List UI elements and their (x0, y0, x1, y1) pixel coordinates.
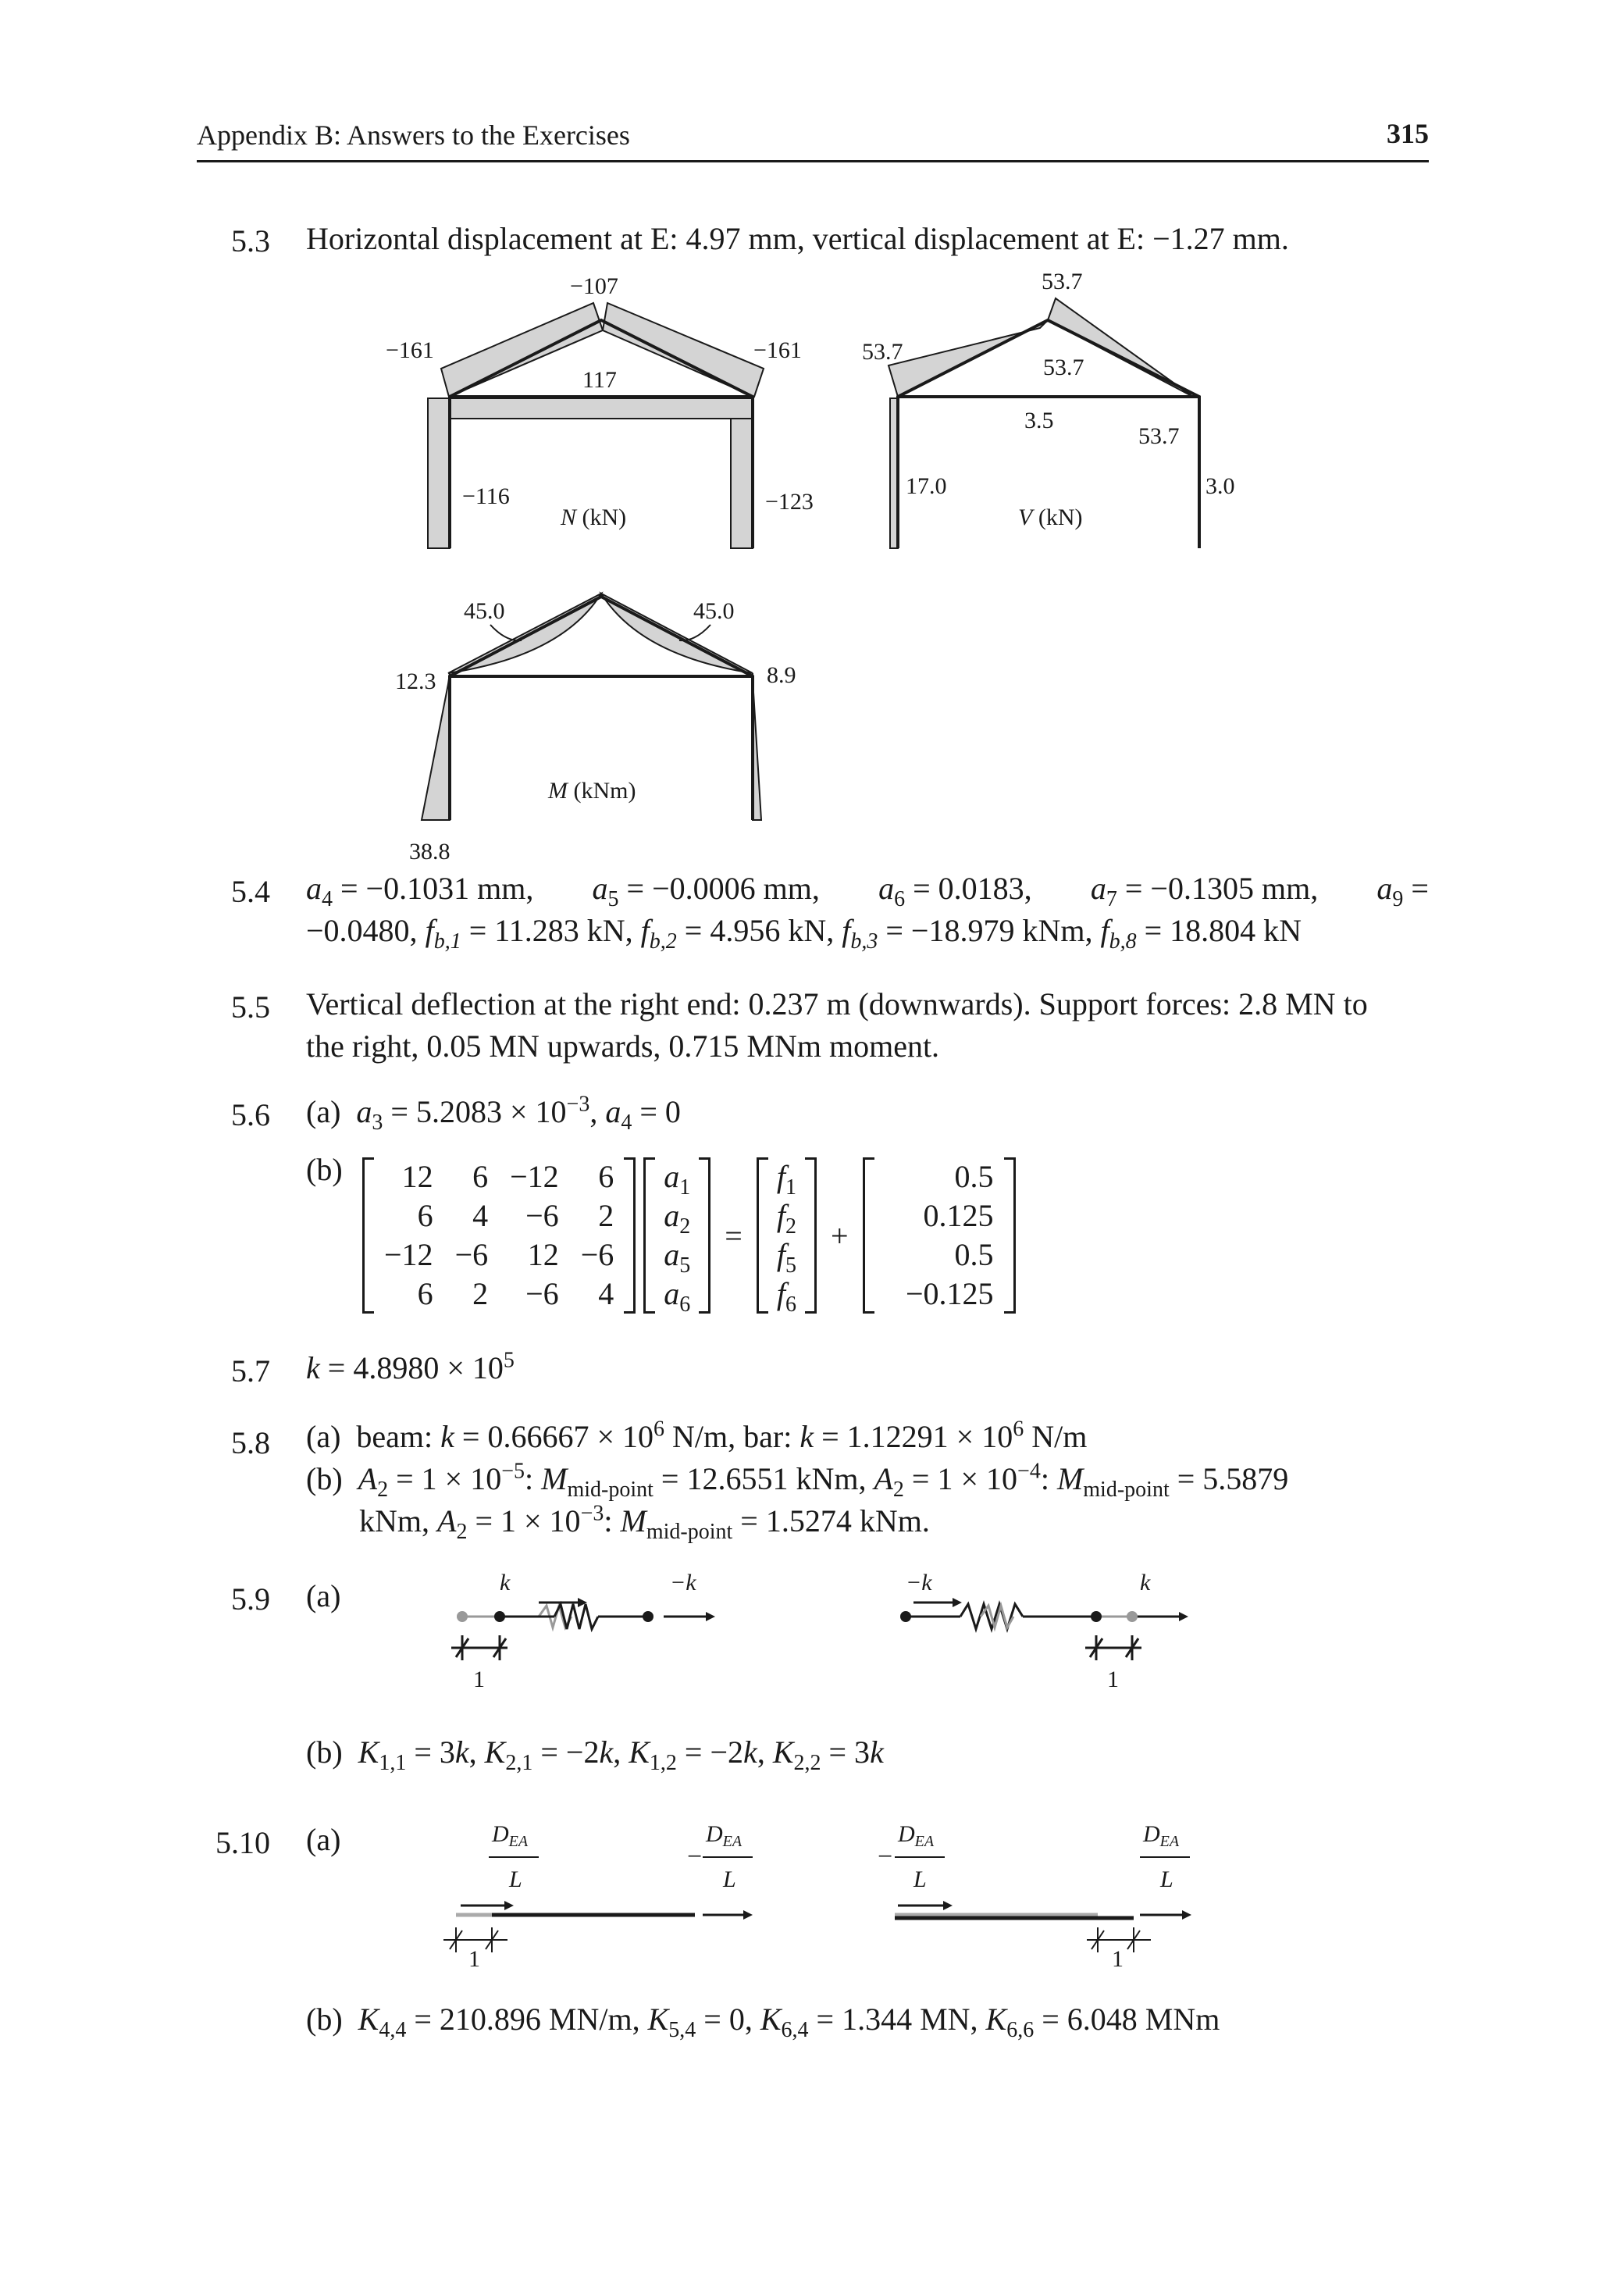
bending-moment-diagram (375, 578, 843, 867)
exercise-5-10a-label: (a) (306, 1822, 341, 1857)
exercise-5-5-line-2: the right, 0.05 MN upwards, 0.715 MNm moment. (306, 1029, 940, 1064)
bar-unit-displacement-diagrams (422, 1804, 1218, 1984)
bar1-minus-sign: − (687, 1842, 703, 1871)
svg-text:M (kNm) (547, 778, 636, 804)
n-diagram-unit: (kN) (576, 504, 627, 530)
n-label-top: −107 (570, 273, 618, 299)
m-label-left: 12.3 (395, 668, 436, 694)
n-band-left-column (428, 398, 450, 548)
exercise-number-5-4: 5.4 (231, 874, 270, 909)
exercise-number-5-3: 5.3 (231, 223, 270, 258)
v-label-left: 53.7 (862, 339, 903, 365)
spring2-label-left: −k (906, 1570, 932, 1595)
exercise-5-10b: (b) $K_{4,4} = 210.896$ MN/m, $K_{5,4} = 0$, $K_{6,4} = 1.344$ MN, $K_{6,6} = 6.048$ MNm (306, 2002, 1220, 2042)
v-label-mid: 53.7 (1043, 355, 1084, 380)
bar1-right-fraction-den: L (723, 1866, 736, 1892)
v-label-right-end: 53.7 (1138, 423, 1180, 449)
m-diagram-unit: (kNm) (568, 778, 636, 804)
stiffness-matrix: 12 6 −12 6 6 4 −6 2 −12 −6 12 −6 6 2 −6 4 (362, 1157, 636, 1314)
n-band-tie (450, 398, 753, 419)
bar2-unit-label: 1 (1112, 1946, 1124, 1972)
spring2-unit-label: 1 (1107, 1667, 1119, 1692)
spring1-unit-label: 1 (473, 1667, 485, 1692)
m-label-apex-left: 45.0 (464, 598, 505, 624)
n-label-tie: 117 (582, 367, 617, 393)
exercise-5-3-text: Horizontal displacement at E: 4.97 mm, vertical displacement at E: −1.27 mm. (306, 221, 1289, 256)
v-label-col-left: 17.0 (906, 473, 947, 499)
bar2-left-fraction-num: $D_{EA}$ (898, 1821, 935, 1850)
m-diagram-symbol: M (548, 778, 568, 804)
v-label-tie: 3.5 (1024, 408, 1054, 433)
spring1-coil (554, 1604, 598, 1629)
exercise-5-6a: (a) $a_3 = 5.2083 \times 10^{-3}$, $a_4 = 0$ (306, 1092, 681, 1135)
n-band-left-rafter (441, 303, 603, 397)
v-diagram-unit: (kN) (1032, 504, 1083, 530)
n-band-right-column (731, 398, 753, 548)
exercise-number-5-9: 5.9 (231, 1581, 270, 1617)
bar2-right-fraction-num: $D_{EA}$ (1143, 1821, 1180, 1850)
svg-text:V (kN) (1018, 504, 1082, 530)
equals-sign: = (725, 1218, 743, 1253)
spring2-label-right: k (1140, 1570, 1151, 1595)
m-label-apex-right: 45.0 (693, 598, 735, 624)
exercise-5-7-text: $k = 4.8980 \times 10^5$ (306, 1348, 515, 1385)
n-label-col-right: −123 (765, 489, 814, 515)
bar2-right-fraction-den: L (1160, 1866, 1173, 1892)
bar1-unit-label: 1 (468, 1946, 480, 1972)
exercise-5-4-line-1: $a_4 = -0.1031$ mm, $a_5 = -0.0006$ mm, $a_6 = 0.0183$, $a_7 = -0.1305$ mm, $a_9$ = (306, 871, 1429, 911)
n-label-left: −161 (386, 337, 434, 363)
running-header-title: Appendix B: Answers to the Exercises (197, 119, 630, 151)
header-rule (197, 160, 1429, 162)
spring1-label-right: −k (670, 1570, 696, 1595)
page-number: 315 (1387, 118, 1429, 149)
exercise-number-5-8: 5.8 (231, 1425, 270, 1460)
exercise-5-8b-line-1: (b) $A_2 = 1 \times 10^{-5}$: $M_{mid-point} = 12.6551$ kNm, $A_2 = 1 \times 10^{-4}$: $M_{mid-point} = 5.5879$ (306, 1459, 1289, 1502)
v-label-top: 53.7 (1042, 269, 1083, 294)
bar1-right-fraction-num: $D_{EA}$ (706, 1821, 743, 1850)
spring1-label-left: k (500, 1570, 511, 1595)
normal-force-diagram (367, 266, 835, 562)
bar2-minus-sign: − (878, 1842, 893, 1871)
exercise-number-5-6: 5.6 (231, 1097, 270, 1132)
m-band-left-column (422, 673, 450, 820)
n-label-right: −161 (753, 337, 802, 363)
displacement-vector: $a_1$ $a_2$ $a_5$ $a_6$ (643, 1157, 710, 1314)
exercise-5-6b-label: (b) (306, 1152, 343, 1187)
m-label-base: 38.8 (409, 839, 450, 865)
bar1-left-fraction-den: L (509, 1866, 522, 1892)
matrix-equation (362, 1156, 1016, 1315)
exercise-5-9a-label: (a) (306, 1578, 341, 1613)
exercise-5-4-line-2: −0.0480, $f_{b,1} = 11.283$ kN, $f_{b,2} = 4.956$ kN, $f_{b,3} = -18.979$ kNm, $f_{b,8} = 18.804$ kN (306, 913, 1302, 954)
exercise-5-8b-line-2: kNm, $A_2 = 1 \times 10^{-3}$: $M_{mid-point} = 1.5274$ kNm. (359, 1501, 930, 1544)
n-label-col-left: −116 (462, 483, 510, 509)
load-vector: 0.5 0.125 0.5 −0.125 (863, 1157, 1016, 1314)
exercise-5-9b: (b) $K_{1,1} = 3k$, $K_{2,1} = -2k$, $K_{1,2} = -2k$, $K_{2,2} = 3k$ (306, 1734, 884, 1775)
bar1-left-fraction-num: $D_{EA}$ (492, 1821, 529, 1850)
bar2-left-fraction-den: L (913, 1866, 927, 1892)
v-diagram-symbol: V (1018, 504, 1033, 530)
n-diagram-symbol: N (561, 504, 577, 530)
exercise-number-5-7: 5.7 (231, 1353, 270, 1389)
exercise-number-5-10: 5.10 (215, 1825, 270, 1860)
shear-force-diagram (851, 258, 1265, 562)
svg-text:N (kN) (560, 504, 626, 530)
exercise-5-5-line-1: Vertical deflection at the right end: 0.237 m (downwards). Support forces: 2.8 MN to (306, 986, 1368, 1021)
spring-unit-displacement-diagrams (422, 1554, 1218, 1695)
exercise-number-5-5: 5.5 (231, 989, 270, 1025)
n-band-right-rafter (603, 303, 764, 397)
v-label-col-right: 3.0 (1205, 473, 1235, 499)
plus-sign: + (830, 1218, 849, 1253)
exercise-5-8a: (a) beam: $k = 0.66667 \times 10^6$ N/m, bar: $k = 1.12291 \times 10^6$ N/m (306, 1417, 1088, 1454)
m-label-right: 8.9 (767, 662, 796, 688)
force-vector: $f_1$ $f_2$ $f_5$ $f_6$ (757, 1157, 817, 1314)
